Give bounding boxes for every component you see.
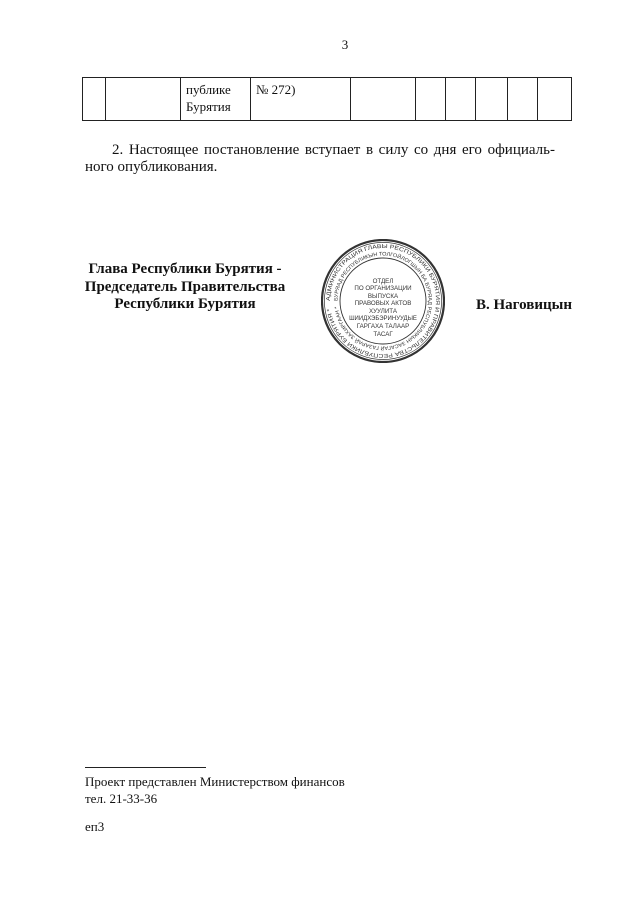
signatory-position-line: Глава Республики Бурятия - — [88, 261, 282, 277]
seal-center-line: ПРАВОВЫХ АКТОВ — [354, 300, 412, 307]
table-cell: публике Бурятия — [181, 78, 251, 121]
table-cell: № 272) — [251, 78, 351, 121]
signatory-position — [75, 261, 295, 314]
table-cell — [416, 78, 446, 121]
footnote-line: тел. 21-33-36 — [85, 791, 158, 806]
seal-center-line: ГАРГАХА ТАЛААР — [356, 323, 410, 330]
paragraph-line: 2. Настоящее постановление вступает в силу со дня его официаль- — [112, 142, 555, 158]
seal-inner-ring-path-text: БУРЯАД РЕСПУБЛИКЫН ТОЛГОЙЛОГШЫН БА БУРЯАД РЕСПУБЛИКЫН ЗАСАГАЙ ГАЗАРАЙ ЗАХИРГААН * — [333, 251, 433, 351]
continuation-table — [82, 77, 572, 121]
paragraph-line: ного опубликования. — [85, 159, 218, 175]
table-row — [83, 78, 572, 121]
table-cell — [106, 78, 181, 121]
document-code: еп3 — [85, 819, 105, 834]
official-seal — [321, 239, 445, 363]
table-cell — [508, 78, 538, 121]
footnote-divider — [85, 767, 206, 768]
table-cell — [351, 78, 416, 121]
signatory-position-line: Председатель Правительства — [84, 278, 286, 295]
footnote — [85, 773, 345, 807]
seal-center-line: ПО ОРГАНИЗАЦИИ — [354, 285, 412, 292]
seal-outer-ring-path-text: АДМИНИСТРАЦИЯ ГЛАВЫ РЕСПУБЛИКИ БУРЯТИЯ И ПРАВИТЕЛЬСТВА РЕСПУБЛИКИ БУРЯТИЯ * — [325, 243, 441, 359]
seal-center-line: ТАСАГ — [373, 331, 393, 338]
footnote-line: Проект представлен Министерством финансов — [85, 774, 345, 789]
table-cell — [83, 78, 106, 121]
table-cell — [476, 78, 508, 121]
seal-center-line: ОТДЕЛ — [372, 278, 394, 285]
signatory-position-line: Республики Бурятия — [114, 296, 256, 312]
table-cell — [538, 78, 572, 121]
seal-center-line: ШИИДХЭБЭРИНУУДЫЕ — [349, 316, 417, 322]
table-cell — [446, 78, 476, 121]
seal-center-line: ВЫПУСКА — [367, 293, 399, 300]
seal-center-line: ХУУЛИТА — [369, 308, 397, 315]
page-number: 3 — [341, 37, 349, 52]
signatory-name: В. Наговицын — [476, 297, 572, 313]
